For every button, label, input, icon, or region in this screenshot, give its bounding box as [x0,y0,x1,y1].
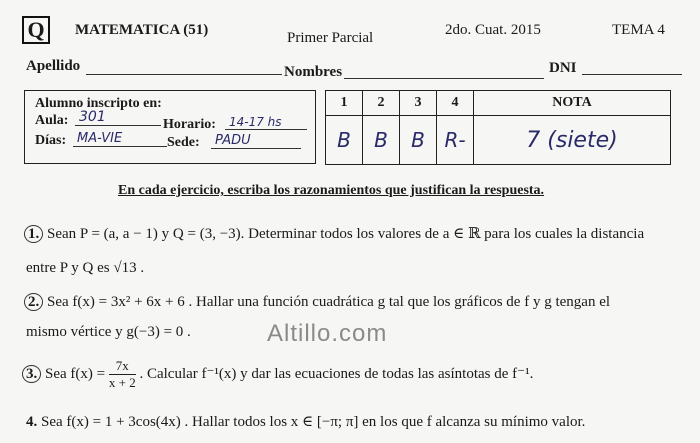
grade-header-1: 1 [326,91,363,116]
grade-header-3: 3 [400,91,437,116]
question-3-fraction-denominator: x + 2 [108,375,136,390]
question-4-number: 4. [26,414,38,430]
question-3-pre: Sea f(x) = [45,365,106,382]
dni-line [582,74,682,75]
question-4-line-1: Sea f(x) = 1 + 3cos(4x) . Hallar todos los x ∈ [−π; π] en los que f alcanza su mínimo valor. [41,414,586,430]
enrollment-box [24,90,316,164]
instruction-text: En cada ejercicio, escriba los razonamientos que justifican la respuesta. [118,183,545,198]
question-4 [26,412,686,432]
question-1 [24,224,684,244]
tema-letter-box: Q [22,16,50,44]
question-3-number: 3. [22,365,41,383]
question-1-line-1: Sean P = (a, a − 1) y Q = (3, −3). Determinar todos los valores de a ∈ ℝ para los cuales la distancia [47,226,645,242]
question-2 [24,292,684,312]
exam-title: Primer Parcial [287,30,374,46]
apellido-line [86,74,282,75]
question-2-line-1: Sea f(x) = 3x² + 6x + 6 . Hallar una función cuadrática g tal que los gráficos de f y g tengan el [47,294,611,310]
exam-term: 2do. Cuat. 2015 [445,22,541,38]
grade-score-4: R- [437,116,474,165]
question-3 [22,358,682,391]
enrollment-title: Alumno inscripto en: [35,96,162,111]
grade-header-2: 2 [363,91,400,116]
aula-label: Aula: [35,113,69,128]
question-1-line-2: entre P y Q es √13 . [26,260,145,276]
question-3-post: . Calcular f⁻¹(x) y dar las ecuaciones de todas las asíntotas de f⁻¹. [139,365,534,382]
question-2-line-2: mismo vértice y g(−3) = 0 . [26,324,191,340]
sede-value: PADU [211,133,301,149]
question-3-fraction-numerator: 7x [109,358,136,375]
aula-value: 301 [75,109,161,126]
dias-label: Días: [35,133,67,148]
grade-score-2: B [363,116,400,165]
nota-value: 7 (siete) [474,116,671,165]
grade-header-4: 4 [437,91,474,116]
question-1-number: 1. [24,225,43,243]
apellido-label: Apellido [26,58,81,74]
dias-value: MA-VIE [73,131,167,147]
question-2-number: 2. [24,293,43,311]
horario-label: Horario: [163,117,216,132]
nota-header: NOTA [474,91,671,116]
grade-score-3: B [400,116,437,165]
horario-value: 14-17 hs [225,115,307,130]
altillo-watermark: Altillo.com [267,320,388,347]
grade-score-1: B [326,116,363,165]
grades-table [325,90,671,165]
subject-title: MATEMATICA (51) [75,22,209,38]
tema-label: TEMA 4 [612,22,665,38]
nombres-line [344,78,544,79]
dni-label: DNI [549,60,577,76]
sede-label: Sede: [167,135,200,150]
nombres-label: Nombres [284,64,343,80]
question-3-fraction [109,358,136,391]
